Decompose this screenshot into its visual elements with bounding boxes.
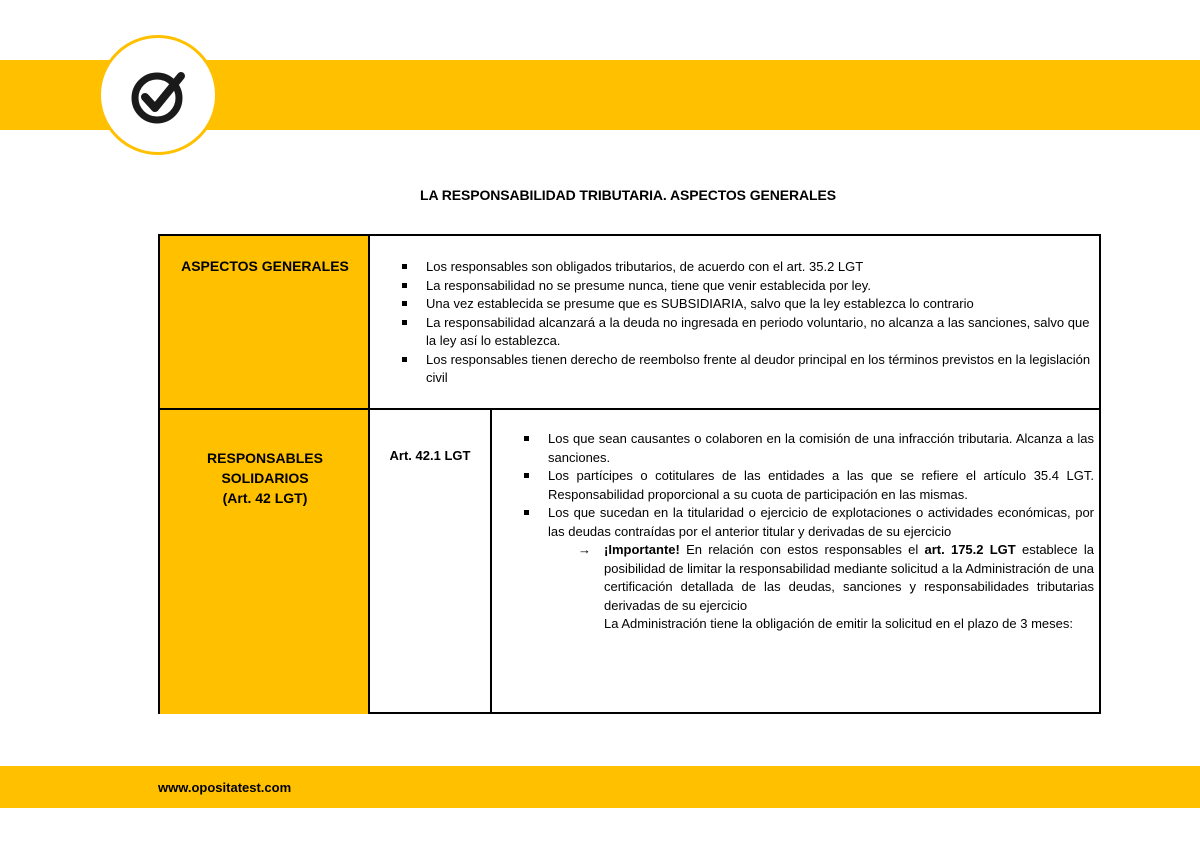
list-item: Los que sean causantes o colaboren en la comisión de una infracción tributaria. Alcanza a las sanciones. [500,430,1094,467]
list-item: Los responsables son obligados tributarios, de acuerdo con el art. 35.2 LGT [378,258,1098,277]
page-title: LA RESPONSABILIDAD TRIBUTARIA. ASPECTOS GENERALES [420,187,836,203]
note-text: establece la posibilidad de limitar la responsabilidad mediante solicitud a la Administración de una certificación detallada de las deudas, sanciones y responsabilidades tributarias derivadas de su ejercicio [604,542,1094,613]
row1-bullet-list [378,258,1098,388]
summary-table [158,234,1101,714]
logo [98,35,218,155]
important-note [500,541,1094,634]
row2-bullet-list [500,430,1094,541]
row2-content-cell [492,410,1101,714]
row2-label-line: (Art. 42 LGT) [222,490,308,506]
list-item: La responsabilidad no se presume nunca, tiene que venir establecida por ley. [378,277,1098,296]
note-text: En relación con estos responsables el [679,542,925,557]
list-item: Una vez establecida se presume que es SUBSIDIARIA, salvo que la ley establezca lo contrario [378,295,1098,314]
important-label: ¡Importante! [604,542,680,557]
row2-label-cell [160,410,370,714]
footer-url: www.opositatest.com [158,780,292,795]
list-item: Los que sucedan en la titularidad o ejercicio de explotaciones o actividades económicas, por las deudas contraídas por el anterior titular y derivadas de su ejercicio [500,504,1094,541]
check-circle-icon [127,64,191,128]
note-article-ref: art. 175.2 LGT [924,542,1016,557]
list-item: La responsabilidad alcanzará a la deuda no ingresada en periodo voluntario, no alcanza a las sanciones, salvo que la ley así lo establezca. [378,314,1098,351]
list-item: Los responsables tienen derecho de reembolso frente al deudor principal en los términos previstos en la legislación civil [378,351,1098,388]
arrow-right-icon: → [578,542,591,557]
row2-article-cell [370,410,492,714]
row2-content [500,430,1094,634]
list-item: Los partícipes o cotitulares de las entidades a las que se refiere el artículo 35.4 LGT. Responsabilidad proporcional a su cuota de participación en las mismas. [500,467,1094,504]
row1-content-cell [370,236,1101,410]
note-extra: La Administración tiene la obligación de emitir la solicitud en el plazo de 3 meses: [604,616,1073,631]
article-label: Art. 42.1 LGT [389,448,471,463]
row1-label: ASPECTOS GENERALES [181,258,349,274]
row2-label-line: SOLIDARIOS [221,470,309,486]
row2-label [160,448,370,508]
row1-label-cell [160,236,370,410]
row2-label-line: RESPONSABLES [207,450,323,466]
